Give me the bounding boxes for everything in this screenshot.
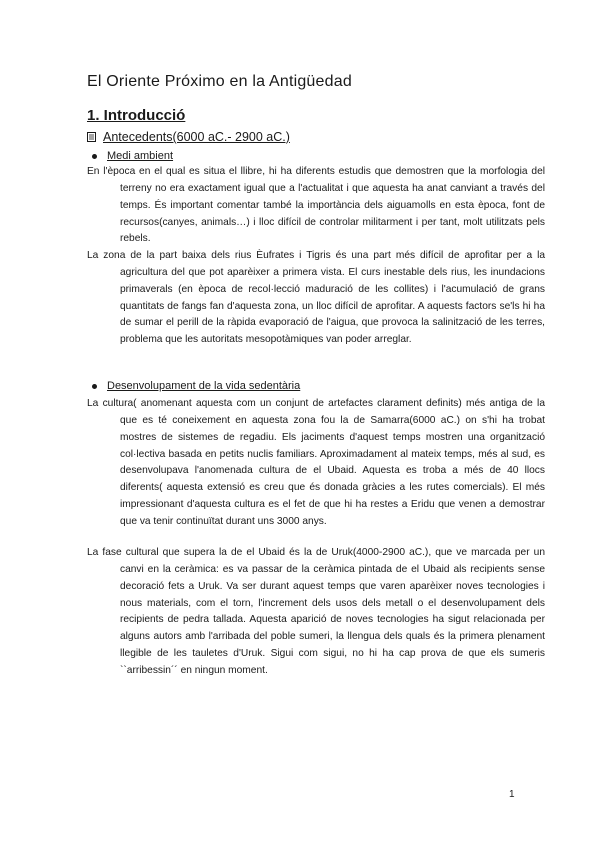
document-title: El Oriente Próximo en la Antigüedad	[87, 73, 352, 90]
paragraph-medi-2: La zona de la part baixa dels rius Èufrates i Tigris és una part més difícil de aprofitar per a la agricultura del que pot aparèixer a primera vista. El curs inestable dels rius, les inundacions primaverals (en època de recol·lecció maduració de les collites) i l'acumulació de grans quantitats de fangs fan d'aquesta zona, un lloc difícil de aprofitar. A aquests factors se'ls hi ha de sumar el perill de la ràpida evaporació de l'aigua, que provoca la salinització de les terres, problema que les autoritats mesopotàmiques van poder arreglar.	[87, 250, 545, 346]
checkbox-bullet-icon	[87, 132, 96, 142]
bullet-dot-icon	[92, 154, 97, 159]
paragraph-desenvolupament-1: La cultura( anomenant aquesta com un conjunt de artefactes clarament definits) més antiga de la que es té coneixement en aquesta zona fou la de Samarra(6000 aC.) on s'hi ha trobat mostres de sistemes de regadiu. Els jaciments d'aquest temps mostren una organització col·lectiva basada en petits nuclis familiars. Aproximadament al mateix temps, més al sud, es desenvolupava l'anomenada cultura de el Ubaid. Aquesta es troba a més de 40 llocs diferents( aquesta extensió es creu que és donada gràcies a les rutes comercials). El més impressionant d'aquesta cultura es el fet de que hi ha restes a Eridu que venen a demostrar que va tenir continuïtat durant uns 3000 anys.	[87, 398, 545, 527]
bullet-heading-text: Desenvolupament de la vida sedentària	[107, 380, 301, 392]
subsection-heading-text: Antecedents(6000 aC.- 2900 aC.)	[103, 130, 290, 144]
bullet-heading-desenvolupament	[92, 380, 300, 392]
page-number: 1	[509, 789, 515, 800]
paragraph-medi-1: En l'època en el qual es situa el llibre, hi ha diferents estudis que demostren que la morfologia del terreny no era exactament igual que a l'actualitat i que aquesta ha anat canviant a través del temps. És important comentar també la importància dels aiguamolls en esta època, font de recursos(canyes, animals…) i lloc difícil de controlar militarment i per tant, molt utilitzats pels rebels.	[87, 166, 545, 245]
section-heading: 1. Introducció	[87, 107, 186, 124]
bullet-heading-text: Medi ambient	[107, 150, 174, 162]
subsection-heading	[87, 130, 290, 144]
bullet-dot-icon	[92, 384, 97, 389]
bullet-heading-medi-ambient	[92, 150, 173, 162]
paragraph-desenvolupament-2: La fase cultural que supera la de el Ubaid és la de Uruk(4000-2900 aC.), que ve marcada per un canvi en la ceràmica: es va passar de la ceràmica pintada de el Ubaid als recipients sense decoració fets a Uruk. Va ser durant aquest temps que varen aparèixer noves tecnologies i nous materials, com el torn, l'increment dels usos dels metall o el desenvolupament dels recipients de pedra tallada. Aquesta aparició de noves tecnologies ha sigut relacionada per alguns autors amb l'arribada del poble sumeri, la llengua dels quals és la primera plenament llegible de les tauletes d'Uruk. Sigui com sigui, no hi ha cap prova de que els sumeris ``arribessin´´ en ningun moment.	[87, 547, 545, 676]
